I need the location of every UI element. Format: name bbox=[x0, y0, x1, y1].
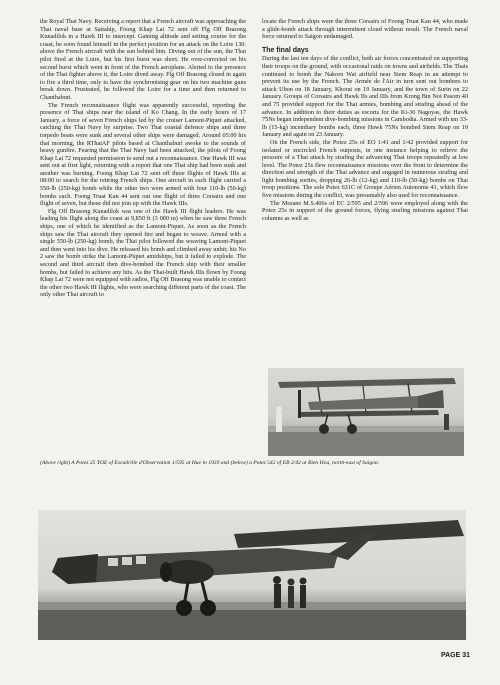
right-intro-paragraph: locate the French ships were the three Corsairs of Foong Truat Kan 44, who made a glide-bomb attack through intermittent cloud without result. The French naval force returned to Saigon undamaged. bbox=[262, 18, 468, 41]
left-paragraph-1: the Royal Thai Navy. Receiving a report that a French aircraft was approaching the Thai naval base at Sattahip, Foong Khap Lai 72 sent off Flg Off Brasong Kunadilok in a Hawk III to intercept. Gaining altitude and setting course for the coast, he soon found himself in the perfect position for an attack on the Loire 130: above the French aircraft with the sun behind him. Diving out of the sun, the Thai pilot fired at the Loire, but his first burst was short. He over-corrected on his second burst which went in front of the French aeroplane. Alerted to the presence of the Thai fighter above it, the Loire dived away. Flg Off Brasong closed in again to fire a third time, only to have the synchronising gear on his two machine guns break down. Frustrated, he followed the Loire for a time and then returned to Chanthaburi. bbox=[40, 18, 246, 101]
photo-caption: (Above right) A Potez 25 TOE of Escadrille d'Observation 1/595 at Hue in 1939 and (below) a Potez 542 of EB 2/42 at Bien Hoa, north-east of Saigon. bbox=[40, 460, 380, 466]
right-paragraph-1: During the last ten days of the conflict, both air forces concentrated on supporting their troops on the ground, with occasional raids on towns and airfields. The Thais continued to bomb the Nakorn Wat airfield near Siem Reap in an attempt to prevent its use by the French. The Armée de l'Air in turn sent out bombers to attack Ubon on 18 January, Khorat on 19 January, and the town of Surin on 22 January. Groups of Corsairs and Hawk IIs and IIIs from Krong Bin Noi Pasom 40 and 75 provided support for the Thai armies, bombing and strafing ahead of the advance. In addition to their duties as escorts for the Ki-30 Nagoyas, the Hawk 75Ns began independent dive-bombing missions in Cambodia. Armed with ten 33-lb (15-kg) incendiary bombs each, three Hawk 75Ns bombed Siem Reap on 19 January and again on 23 January. bbox=[262, 55, 468, 139]
photo-potez-542-monoplane bbox=[38, 510, 466, 640]
right-column bbox=[262, 18, 468, 222]
photo-potez-25-biplane bbox=[268, 368, 464, 456]
section-heading: The final days bbox=[262, 46, 309, 54]
left-paragraph-3: Flg Off Brasong Kunadilok was one of the Hawk III flight leaders. He was leading his flight along the coast at 9,850 ft (3 000 m) when he saw three French ships, one of which he identified as the Lamont-Piquet. As soon as the French ships saw the Thai aircraft they opened fire and began to weave. Armed with a single 550-lb (250-kg) bomb, the Thai pilot followed the weaving Lamont-Piquet and then went into his dive. He released his bomb and climbed away unhit; his No 2 saw the bomb strike the Lamont-Piquet amidships, but it failed to explode. The second and third aircraft then dive-bombed the French ship with their smaller bombs, but failed to achieve any hits. As the Thai-built Hawk IIIs flown by Foong Khap Lai 72 were not equipped with radios, Flg Off Brasong was unable to contact the other two Hawk III flights, who were searching different parts of the coast. The only other Thai aircraft to bbox=[40, 207, 246, 299]
monoplane-illustration bbox=[38, 510, 466, 640]
left-paragraph-2: The French reconnaissance flight was apparently successful, reporting the presence of Thai ships near the island of Ko Chang. In the early hours of 17 January, a force of seven French ships led by the cruiser Lamont-Piquet attacked, catching the Thai Navy by surprise. Two Thai coastal defence ships and three torpedo boats were sunk and several other ships were damaged. Around 05:00 hrs that morning, the RThaiAF pilots based at Chanthaburi awoke to the sounds of heavy gunfire. Fearing that the Thai Navy had been attacked, the pilots of Foong Khap Lai 72 requested permission to send out a reconnaissance. One Hawk III was sent out at first light, returning with a report that one Thai ship had been sunk and another was burning. Foong Khap Lai 72 sent off three flights of Hawk IIIs at 08:00 to search for the retiring French ships. One aircraft in each flight carried a 550-lb (250-kg) bomb while the other two were armed with four 110-lb (50-kg) bombs each. Foong Truat Kan 44 sent out one flight of three Corsairs and one flight of seven, but these did not join up with the Hawk IIIs. bbox=[40, 101, 246, 208]
biplane-illustration bbox=[268, 368, 464, 456]
left-column bbox=[40, 18, 246, 299]
page-number: PAGE 31 bbox=[440, 652, 470, 659]
right-paragraph-2: On the French side, the Potez 25s of EO 1/41 and 1/42 provided support for isolated or encircled French outposts, in one instance helping to relieve the pressure of a Thai attack by strafing the advancing Thai troops repeatedly at low level. The Potez 25s flew reconnaissance missions over the front to determine the direction and strength of the Thai advance and engaged in numerous strafing and light bombing sorties, dropping 26-lb (12-kg) and 110-lb (50-kg) bombs on Thai troop positions. The sole Potez 631C of Groupe Aérien Autonome 41, which flew five missions during the conflict, was presumably also used for reconnaissance. bbox=[262, 138, 468, 200]
right-paragraph-3: The Morane M.S.406s of EC 2/595 and 2/596 were employed along with the Potez 25s in support of the ground forces, flying strafing missions against Thai columns as well as bbox=[262, 199, 468, 222]
